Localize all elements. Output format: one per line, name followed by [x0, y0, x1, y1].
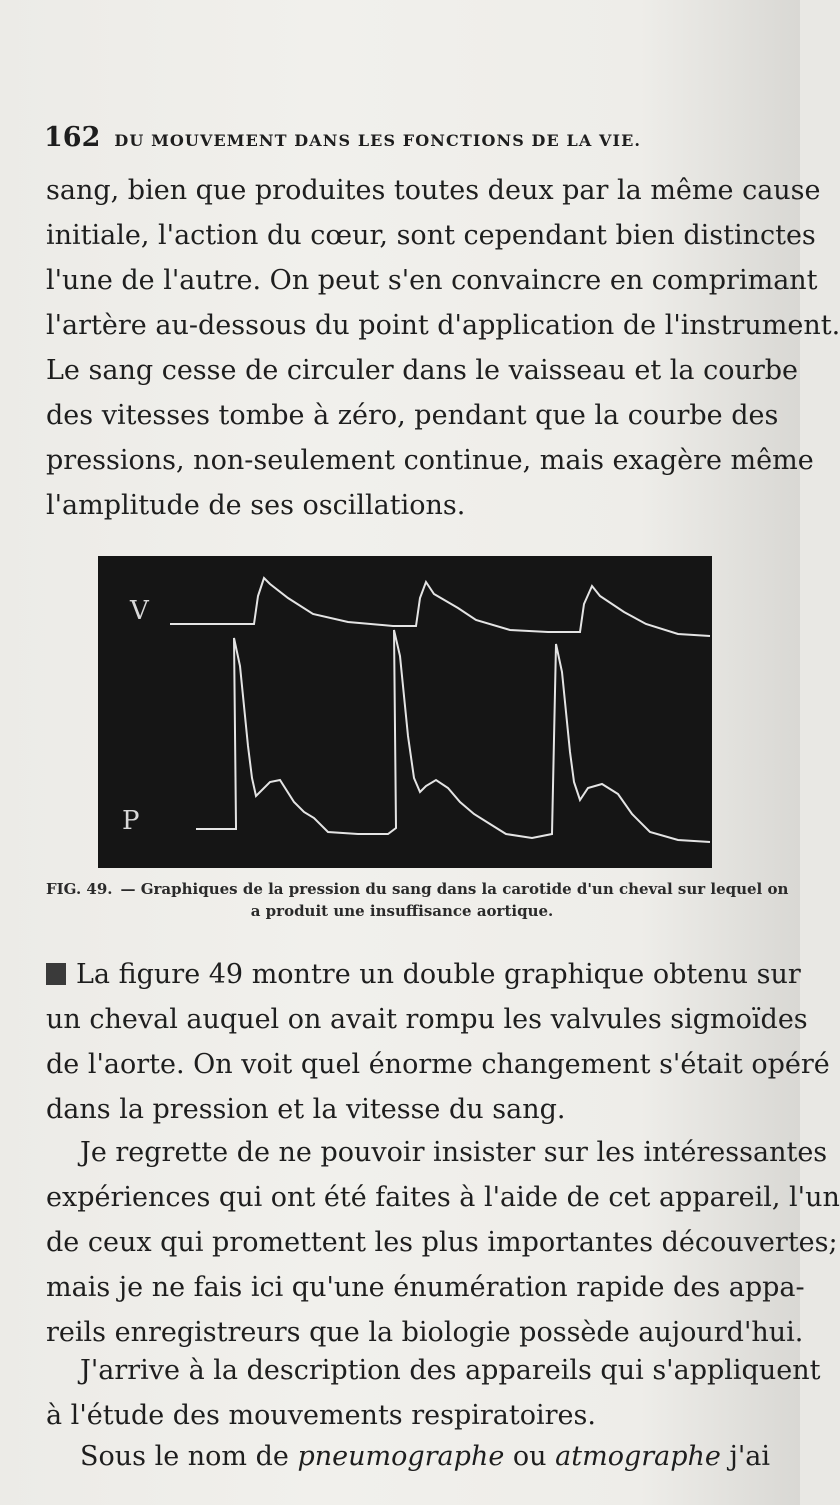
term-atmographe: atmographe — [555, 1441, 721, 1472]
text-line: l'artère au-dessous du point d'application de l'instrument. — [46, 310, 840, 341]
text-line: expériences qui ont été faites à l'aide de cet appareil, l'un — [46, 1182, 840, 1213]
text-line: J'arrive à la description des appareils qui s'appliquent — [80, 1355, 821, 1386]
paragraph-mark-icon — [46, 963, 66, 985]
page-number: 162 — [44, 122, 101, 153]
text-segment: j'ai — [729, 1441, 771, 1472]
paragraph-2 — [46, 952, 830, 1132]
figure-label: FIG. 49. — [46, 880, 113, 898]
text-segment: Sous le nom de — [80, 1441, 289, 1472]
text-line-content: La figure 49 montre un double graphique obtenu sur — [76, 959, 801, 990]
text-line: de l'aorte. On voit quel énorme changement s'était opéré — [46, 1049, 830, 1080]
pressure-velocity-graph — [98, 556, 712, 868]
text-line: reils enregistreurs que la biologie possède aujourd'hui. — [46, 1317, 804, 1348]
page-header — [44, 122, 704, 162]
text-line: dans la pression et la vitesse du sang. — [46, 1094, 566, 1125]
text-line: l'amplitude de ses oscillations. — [46, 490, 466, 521]
label-v: V — [130, 596, 149, 626]
text-line: un cheval auquel on avait rompu les valvules sigmoïdes — [46, 1004, 808, 1035]
running-title: DU MOUVEMENT DANS LES FONCTIONS DE LA VIE. — [114, 131, 642, 150]
text-line — [46, 1434, 771, 1479]
paragraph-1 — [46, 168, 840, 528]
text-line: de ceux qui promettent les plus importantes découvertes; — [46, 1227, 838, 1258]
text-line: sang, bien que produites toutes deux par la même cause — [46, 175, 821, 206]
text-line: pressions, non-seulement continue, mais exagère même — [46, 445, 814, 476]
paragraph-4 — [46, 1348, 821, 1438]
text-line: à l'étude des mouvements respiratoires. — [46, 1400, 596, 1431]
caption-line-1: — Graphiques de la pression du sang dans la carotide d'un cheval sur lequel on — [120, 880, 789, 898]
text-line — [46, 952, 801, 997]
label-p: P — [122, 806, 140, 836]
text-line: l'une de l'autre. On peut s'en convaincre en comprimant — [46, 265, 818, 296]
text-line: des vitesses tombe à zéro, pendant que la courbe des — [46, 400, 779, 431]
caption-line-2: a produit une insuffisance aortique. — [250, 902, 554, 920]
text-line: Je regrette de ne pouvoir insister sur les intéressantes — [80, 1137, 828, 1168]
text-line: mais je ne fais ici qu'une énumération rapide des appa- — [46, 1272, 805, 1303]
term-pneumographe: pneumographe — [297, 1441, 505, 1472]
text-line: Le sang cesse de circuler dans le vaisseau et la courbe — [46, 355, 799, 386]
figure-49-tracing — [98, 556, 712, 868]
text-line: initiale, l'action du cœur, sont cependant bien distinctes — [46, 220, 816, 251]
figure-caption — [46, 878, 789, 922]
paragraph-5 — [46, 1434, 771, 1479]
text-segment: ou — [512, 1441, 547, 1472]
paragraph-3 — [46, 1130, 840, 1355]
